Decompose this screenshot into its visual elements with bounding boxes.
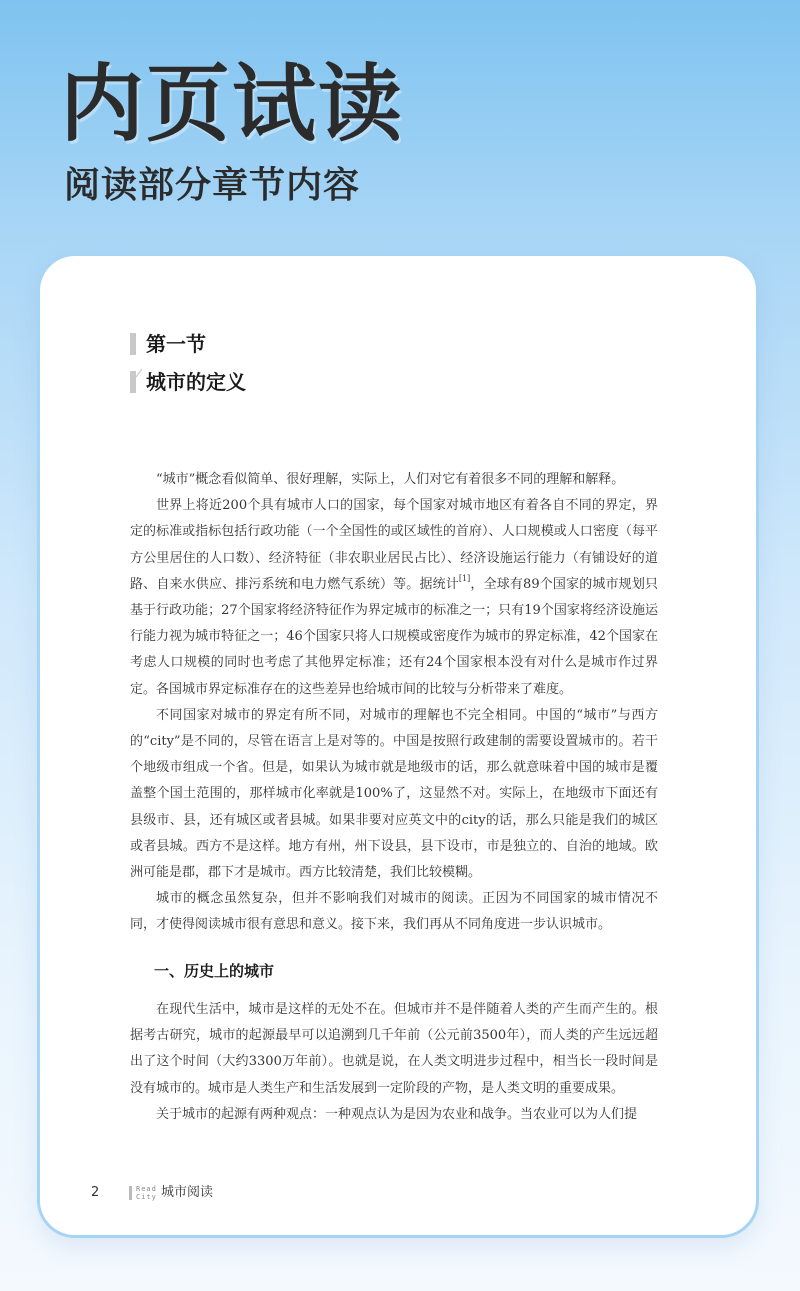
banner-subtitle: 阅读部分章节内容 xyxy=(64,165,361,206)
page-number: 2 xyxy=(91,1185,100,1200)
section-body xyxy=(130,467,658,939)
heading-bar xyxy=(130,333,136,355)
paragraph: 在现代生活中，城市是这样的无处不在。但城市并不是伴随着人类的产生而产生的。根据考古研究，城市的起源最早可以追溯到几千年前（公元前3500年），而人类的产生远远超出了这个时间（大约3300万年前）。也就是说，在人类文明进步过程中，相当长一段时间是没有城市的。城市是人类生产和生活发展到一定阶段的产物，是人类文明的重要成果。 xyxy=(130,1002,658,1096)
banner-title: 内页试读 xyxy=(60,55,405,153)
subsection-body xyxy=(130,997,658,1128)
section-number: 第一节 xyxy=(146,332,206,356)
heading-bar xyxy=(130,371,136,393)
read-city-logo: Read City xyxy=(136,1185,157,1201)
paragraph-text: ，全球有89个国家的城市规划只基于行政功能；27个国家将经济特征作为界定城市的标准之一；只有19个国家将经济设施运行能力视为城市特征之一；46个国家只将人口规模或密度作为城市的界定标准，42个国家在考虑人口规模的同时也考虑了其他界定标准；还有24个国家根本没有对什么是城市作过界定。各国城市界定标准存在的这些差异也给城市间的比较与分析带来了难度。 xyxy=(130,576,658,697)
footnote-ref[interactable]: [1] xyxy=(458,573,471,583)
page-card xyxy=(37,253,759,1238)
paragraph: 不同国家对城市的界定有所不同，对城市的理解也不完全相同。中国的“城市”与西方的“city”是不同的，尽管在语言上是对等的。中国是按照行政建制的需要设置城市的。若干个地级市组成一个省。但是，如果认为城市就是地级市的话，那么就意味着中国的城市是覆盖整个国土范围的，那样城市化率就是100%了，这显然不对。实际上，在地级市下面还有县级市、县，还有城区或者县城。如果非要对应英文中的city的话，那么只能是我们的城区或者县城。西方不是这样。地方有州，州下设县，县下设市，市是独立的、自治的地域。欧洲可能是郡，郡下才是城市。西方比较清楚，我们比较模糊。 xyxy=(130,707,658,881)
section-number-heading xyxy=(130,329,530,359)
paragraph xyxy=(130,493,658,703)
paragraph-text: 世界上将近200个具有城市人口的国家，每个国家对城市地区有着各自不同的界定，界定的标准或指标包括行政功能（一个全国性的或区域性的首府）、人口规模或人口密度（每平方公里居住的人口数）、经济特征（非农职业居民占比）、经济设施运行能力（有铺设好的道路、自来水供应、排污系统和电力燃气系统）等。据统计 xyxy=(130,498,658,592)
book-title: 城市阅读 xyxy=(161,1185,214,1200)
paragraph: 关于城市的起源有两种观点：一种观点认为是因为农业和战争。当农业可以为人们提 xyxy=(156,1106,638,1122)
subsection-title: 一、历史上的城市 xyxy=(154,962,275,980)
section-title: 城市的定义 xyxy=(146,370,246,394)
section-title-heading xyxy=(130,367,530,397)
paragraph: 城市的概念虽然复杂，但并不影响我们对城市的阅读。正因为不同国家的城市情况不同，才使得阅读城市很有意思和意义。接下来，我们再从不同角度进一步认识城市。 xyxy=(130,891,658,933)
logo-bar xyxy=(129,1186,132,1200)
paragraph: “城市”概念看似简单、很好理解，实际上，人们对它有着很多不同的理解和解释。 xyxy=(156,472,625,487)
